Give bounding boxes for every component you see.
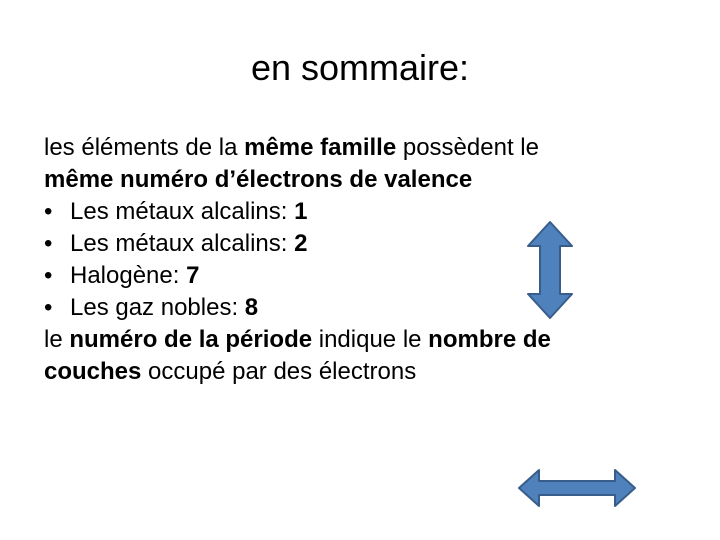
bold-segment: même famille: [244, 134, 397, 161]
double-headed-horizontal-arrow-icon: [517, 468, 637, 508]
bullet-item: [44, 260, 684, 292]
bullet-label: Les métaux alcalins:: [70, 230, 295, 257]
text-segment: occupé par des électrons: [141, 358, 417, 385]
bullet-value: 2: [294, 230, 308, 257]
text-segment: le: [44, 326, 70, 353]
bullet-value: 1: [294, 198, 308, 225]
bullet-marker: •: [44, 294, 53, 321]
bold-segment: numéro de la période: [69, 326, 313, 353]
paragraph-families-cont: [44, 164, 684, 196]
bullet-label: Halogène:: [70, 262, 187, 289]
text-segment: indique le: [312, 326, 429, 353]
bullet-marker: •: [44, 198, 53, 225]
bullet-value: 7: [186, 262, 200, 289]
bullet-marker: •: [44, 262, 53, 289]
bold-segment: nombre de: [428, 326, 551, 353]
bullet-item: [44, 228, 684, 260]
bullet-marker: •: [44, 230, 53, 257]
text-segment: possèdent le: [396, 134, 539, 161]
slide-title: en sommaire:: [250, 47, 470, 88]
bullet-label: Les métaux alcalins:: [70, 198, 295, 225]
double-headed-vertical-arrow-icon: [526, 220, 574, 320]
bullet-item: [44, 292, 684, 324]
slide-body: [44, 132, 684, 388]
paragraph-periods-cont: [44, 356, 684, 388]
bullet-value: 8: [244, 294, 259, 321]
paragraph-periods: [44, 324, 684, 356]
bold-segment: même numéro d’électrons de valence: [44, 166, 473, 193]
bullet-item: [44, 196, 684, 228]
bullet-label: Les gaz nobles:: [70, 294, 245, 321]
paragraph-families: [44, 132, 684, 164]
text-segment: les éléments de la: [44, 134, 245, 161]
bold-segment: couches: [44, 358, 142, 385]
